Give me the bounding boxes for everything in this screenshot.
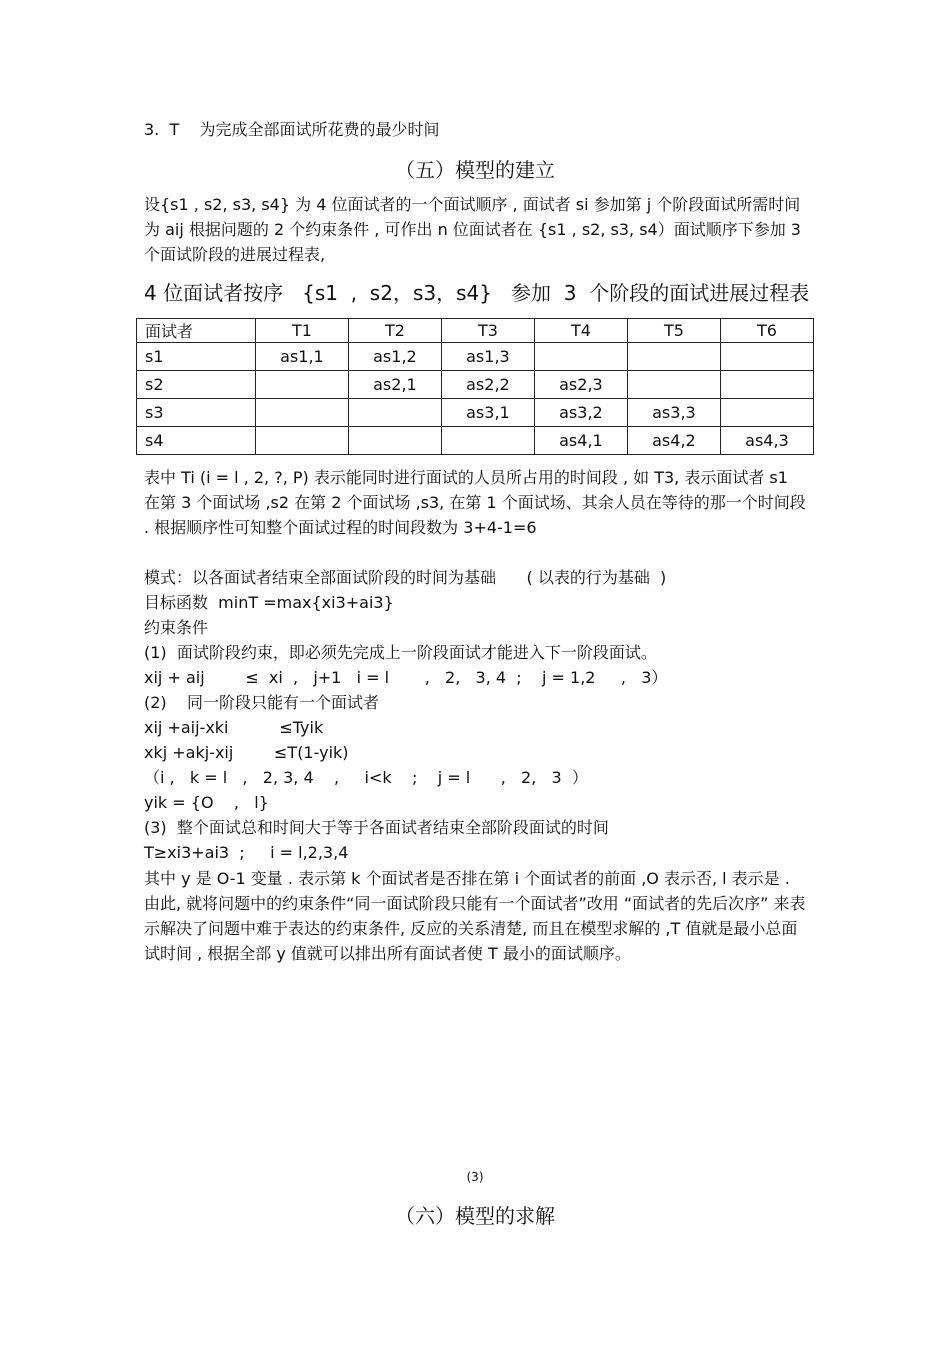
constraint-2-text: (2) 同一阶段只能有一个面试者 (144, 693, 380, 712)
table-cell: as4,2 (627, 427, 720, 455)
table-row (137, 427, 814, 455)
formula-line: xkj +akj-xij ≤T(1-yik) (144, 743, 349, 762)
formula-line: yik = {O , l} (144, 793, 269, 812)
formula-line: T≥xi3+ai3 ; i = l,2,3,4 (144, 843, 349, 862)
table-cell: as2,3 (534, 371, 627, 399)
table-title: 4 位面试者按序 {s1 , s2，s3，s4} 参加 3 个阶段的面试进展过程表 (144, 281, 810, 305)
objective-line: 目标函数 minT =max{xi3+ai3} (144, 593, 394, 612)
table-cell: as3,2 (534, 399, 627, 427)
table-row (137, 371, 814, 399)
section-6-title: （六）模型的求解 (395, 1204, 555, 1228)
closing-paragraph: 其中 y 是 O-1 变量 . 表示第 k 个面试者是否排在第 i 个面试者的前面 ,O 表示否, l 表示是 . 由此, 就将问题中的约束条件“同一面试阶段只能有一个面试者”改用 “面试者的先后次序” 来表示解决了问题中难于表达的约束条件, 反应的关系清楚, 而且在模型求解的 ,T 值就是最小总面试时间 , 根据全部 y 值就可以排出所有面试者使 T 最小的面试顺序。 (144, 869, 806, 963)
formula-line: xij +aij-xki ≤Tyik (144, 718, 324, 737)
table-cell (627, 371, 720, 399)
formula-line: （i , k = l , 2, 3, 4 , i<k ; j = l , 2, 3 ） (144, 768, 588, 787)
table-cell: s2 (137, 371, 256, 399)
header-cell: T1 (255, 319, 348, 343)
table-cell: as2,1 (348, 371, 441, 399)
table-cell: as3,3 (627, 399, 720, 427)
header-cell: T2 (348, 319, 441, 343)
table-cell (255, 371, 348, 399)
table-cell (627, 343, 720, 371)
constraint-1-text: (1) 面试阶段约束，即必须先完成上一阶段面试才能进入下一阶段面试。 (144, 643, 657, 662)
section-5-title: （五）模型的建立 (395, 158, 555, 182)
table-cell: s1 (137, 343, 256, 371)
table-note-paragraph: 表中 Ti (i = l , 2, ?, P) 表示能同时进行面试的人员所占用的时间段 , 如 T3, 表示面试者 s1 在第 3 个面试场 ,s2 在第 2 个面试场 ,s3, 在第 1 个面试场、其余人员在等待的那一个时间段 . 根据顺序性可知整个面试过程的时间段数为 3+4-1=6 (144, 468, 806, 537)
header-cell: T4 (534, 319, 627, 343)
table-cell (720, 399, 813, 427)
table-cell: as1,3 (441, 343, 534, 371)
model-line: 模式：以各面试者结束全部面试阶段的时间为基础 ( 以表的行为基础 ) (144, 568, 667, 587)
header-cell: T6 (720, 319, 813, 343)
table-cell (348, 427, 441, 455)
table-cell: as3,1 (441, 399, 534, 427)
header-cell: T5 (627, 319, 720, 343)
table-header-row (137, 319, 814, 343)
table-cell (441, 427, 534, 455)
intro-paragraph: 设{s1 , s2, s3, s4} 为 4 位面试者的一个面试顺序 , 面试者 si 参加第 j 个阶段面试所需时间为 aij 根据问题的 2 个约束条件 , 可作出 n 位面试者在 {s1 , s2, s3, s4）面试顺序下参加 3 个面试阶段的进展过程表, (144, 195, 801, 264)
table-cell: s4 (137, 427, 256, 455)
header-cell: T3 (441, 319, 534, 343)
table-cell: as2,2 (441, 371, 534, 399)
table-cell: as4,3 (720, 427, 813, 455)
page-number: (3) (466, 1170, 484, 1184)
table-cell: as4,1 (534, 427, 627, 455)
item-3-text: 3. T 为完成全部面试所花费的最少时间 (144, 120, 440, 139)
table-cell (720, 371, 813, 399)
constraint-heading: 约束条件 (144, 618, 209, 637)
constraint-3-text: (3) 整个面试总和时间大于等于各面试者结束全部阶段面试的时间 (144, 818, 609, 837)
table-cell: s3 (137, 399, 256, 427)
table-row (137, 399, 814, 427)
table-cell (348, 399, 441, 427)
header-cell: 面试者 (137, 319, 256, 343)
table-cell: as1,2 (348, 343, 441, 371)
table-cell: as1,1 (255, 343, 348, 371)
table-cell (534, 343, 627, 371)
table-cell (255, 427, 348, 455)
table-row (137, 343, 814, 371)
table-cell (255, 399, 348, 427)
table-cell (720, 343, 813, 371)
formula-line: xij + aij ≤ xi , j+1 i = l , 2, 3, 4 ; j = 1,2 , 3） (144, 668, 668, 687)
progress-table (136, 318, 814, 455)
